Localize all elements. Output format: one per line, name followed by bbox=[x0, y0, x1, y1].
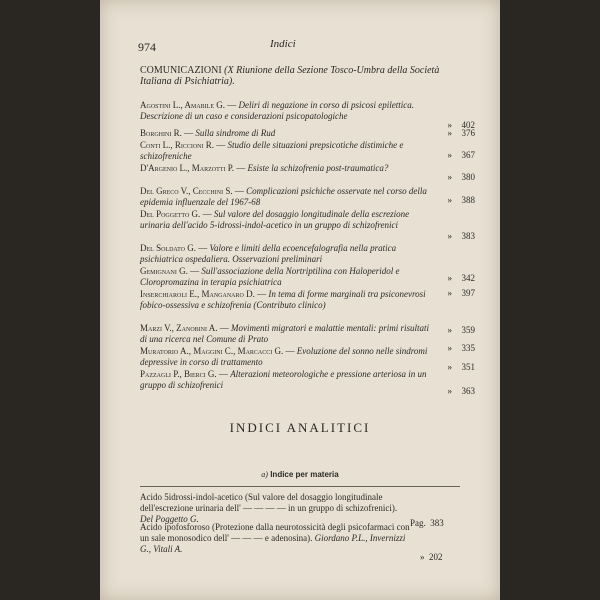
entry-authors: Inserchiaroli E., Manganaro D. bbox=[140, 289, 255, 299]
entry-title: Complicazioni psichiche osservate nel corso della epidemia influenzale del 1967-68 bbox=[140, 186, 427, 207]
communication-entry bbox=[140, 323, 430, 344]
communication-entry bbox=[140, 128, 430, 139]
entry-authors: Gemignani G. bbox=[140, 266, 188, 276]
ditto-mark: » bbox=[447, 288, 452, 298]
index-item-authors: Del Poggetto G. bbox=[140, 514, 199, 524]
entry-page bbox=[435, 150, 475, 160]
entry-page bbox=[435, 362, 475, 372]
entry-title: Studio delle situazioni prepsicotiche distimiche e schizofreniche bbox=[140, 140, 404, 161]
index-item-text: Acido 5idrossi-indol-acetico (Sul valore del dosaggio longitudinale dell'escrezione urinaria dell' — — — — in un gruppo di schizofrenici). bbox=[140, 492, 398, 513]
entry-separator: — bbox=[254, 289, 269, 299]
ditto-mark: » bbox=[447, 362, 452, 372]
entry-title: Evoluzione del sonno nelle sindromi depressive in corso di trattamento bbox=[140, 346, 428, 367]
index-item-page bbox=[410, 518, 444, 528]
entry-authors: Del Greco V., Cecchini S. bbox=[140, 186, 233, 196]
entry-page bbox=[435, 273, 475, 283]
communication-entry bbox=[140, 346, 430, 367]
entry-title: Sul valore del dosaggio longitudinale della escrezione urinaria dell'acido 5-idrossi-indol-acetico in un gruppo di schizofrenici bbox=[140, 209, 410, 230]
entry-page bbox=[435, 195, 475, 205]
page-value: 397 bbox=[461, 288, 475, 298]
entry-separator: — bbox=[233, 163, 248, 173]
page-label: Pag. bbox=[410, 518, 431, 528]
entry-page bbox=[435, 172, 475, 182]
entry-title: In tema di forme marginali tra psiconevrosi fobico-ossessiva e schizofrenia (Contributo clinico) bbox=[140, 289, 426, 310]
page-value: 380 bbox=[461, 172, 475, 182]
entry-title: Deliri di negazione in corso di psicosi epilettica. Descrizione di un caso e considerazioni psicopatologiche bbox=[140, 100, 414, 121]
page-value: 351 bbox=[461, 362, 475, 372]
entry-authors: Del Poggetto G. bbox=[140, 209, 201, 219]
index-item bbox=[140, 492, 410, 525]
page-value: 383 bbox=[430, 518, 444, 528]
index-item-text: Acido ipofosforoso (Protezione dalla neurotossicità degli psicofarmaci con un sale monosodico dell' — — — e adenosina). bbox=[140, 522, 410, 543]
entry-separator: — bbox=[181, 128, 196, 138]
entry-separator: — bbox=[232, 186, 247, 196]
page-value: 383 bbox=[461, 231, 475, 241]
ditto-mark: » bbox=[447, 120, 452, 130]
entry-separator: — bbox=[214, 140, 228, 150]
section-title: Indice per materia bbox=[270, 470, 339, 479]
ditto-mark: » bbox=[447, 325, 452, 335]
page-number: 974 bbox=[138, 40, 156, 54]
communications-label: COMUNICAZIONI bbox=[140, 65, 222, 76]
entry-separator: — bbox=[187, 266, 202, 276]
entry-authors: Muratorio A., Maggini C., Marcacci G. bbox=[140, 346, 284, 356]
page-value: 376 bbox=[461, 128, 475, 138]
ditto-mark: » bbox=[447, 343, 452, 353]
page-value: 367 bbox=[461, 150, 475, 160]
communication-entry bbox=[140, 140, 430, 161]
page-value: 388 bbox=[461, 195, 475, 205]
ditto-mark: » bbox=[447, 150, 452, 160]
communication-entry bbox=[140, 369, 430, 390]
entry-page bbox=[435, 325, 475, 335]
entry-title: Movimenti migratori e malattie mentali: primi risultati di una ricerca nel Comune di Prato bbox=[140, 323, 430, 344]
communication-entry bbox=[140, 186, 430, 207]
entry-title: Alterazioni meteorologiche e pressione arteriosa in un gruppo di schizofrenici bbox=[140, 369, 427, 390]
divider bbox=[140, 486, 460, 487]
communication-entry bbox=[140, 163, 430, 174]
ditto-mark: » bbox=[447, 172, 452, 182]
entry-authors: Agostini L., Amabile G. bbox=[140, 100, 225, 110]
entry-authors: Pazzagli P., Bierci G. bbox=[140, 369, 217, 379]
communication-entry bbox=[140, 266, 430, 287]
entry-authors: Borghini R. bbox=[140, 128, 182, 138]
entry-page bbox=[435, 231, 475, 241]
index-item bbox=[140, 522, 410, 555]
entry-page bbox=[435, 288, 475, 298]
entry-title: Valore e limiti della ecoencefalografia nella pratica psichiatrica ospedaliera. Osservazioni preliminari bbox=[140, 243, 397, 264]
communication-entry bbox=[140, 209, 430, 230]
ditto-mark: » bbox=[447, 195, 452, 205]
ditto-mark: » bbox=[447, 128, 452, 138]
running-title: Indici bbox=[270, 38, 296, 50]
communication-entry bbox=[140, 243, 430, 264]
page-value: 359 bbox=[461, 325, 475, 335]
index-item-authors: Giordano P.L., Invernizzi G., Vitali A. bbox=[140, 533, 406, 554]
entry-page bbox=[435, 343, 475, 353]
ditto-mark: » bbox=[447, 386, 452, 396]
entry-title: Sull'associazione della Nortriptilina con Haloperidol e Cloropromazina in terapia psichiatrica bbox=[140, 266, 400, 287]
index-item-page bbox=[420, 552, 443, 562]
book-page bbox=[100, 0, 500, 600]
section-heading bbox=[100, 470, 500, 479]
page-value: 363 bbox=[461, 386, 475, 396]
page-label: » bbox=[420, 552, 429, 562]
page-value: 342 bbox=[461, 273, 475, 283]
page-value: 202 bbox=[429, 552, 443, 562]
entry-separator: — bbox=[195, 243, 210, 253]
entry-title: Sulla sindrome di Rud bbox=[195, 128, 276, 138]
entry-separator: — bbox=[283, 346, 297, 356]
ditto-mark: » bbox=[447, 231, 452, 241]
entry-separator: — bbox=[217, 323, 232, 333]
communication-entry bbox=[140, 100, 430, 121]
entry-separator: — bbox=[225, 100, 239, 110]
entry-authors: Marzi V., Zanobini A. bbox=[140, 323, 218, 333]
indices-title: INDICI ANALITICI bbox=[229, 420, 371, 435]
entry-title: Esiste la schizofrenia post-traumatica? bbox=[247, 163, 389, 173]
entry-separator: — bbox=[200, 209, 214, 219]
section-letter: a) bbox=[261, 470, 268, 479]
entry-authors: Conti L., Riccioni R. bbox=[140, 140, 214, 150]
ditto-mark: » bbox=[447, 273, 452, 283]
page-value: 402 bbox=[461, 120, 475, 130]
entry-separator: — bbox=[216, 369, 231, 379]
entry-authors: D'Argenio L., Marzotti P. bbox=[140, 163, 234, 173]
communications-heading bbox=[140, 65, 460, 87]
entry-page bbox=[435, 128, 475, 138]
entry-authors: Del Soldato G. bbox=[140, 243, 196, 253]
communication-entry bbox=[140, 289, 430, 310]
communications-desc: (X Riunione della Sezione Tosco-Umbra della Società Italiana di Psichiatria). bbox=[140, 65, 440, 87]
entry-page bbox=[435, 386, 475, 396]
page-value: 335 bbox=[461, 343, 475, 353]
